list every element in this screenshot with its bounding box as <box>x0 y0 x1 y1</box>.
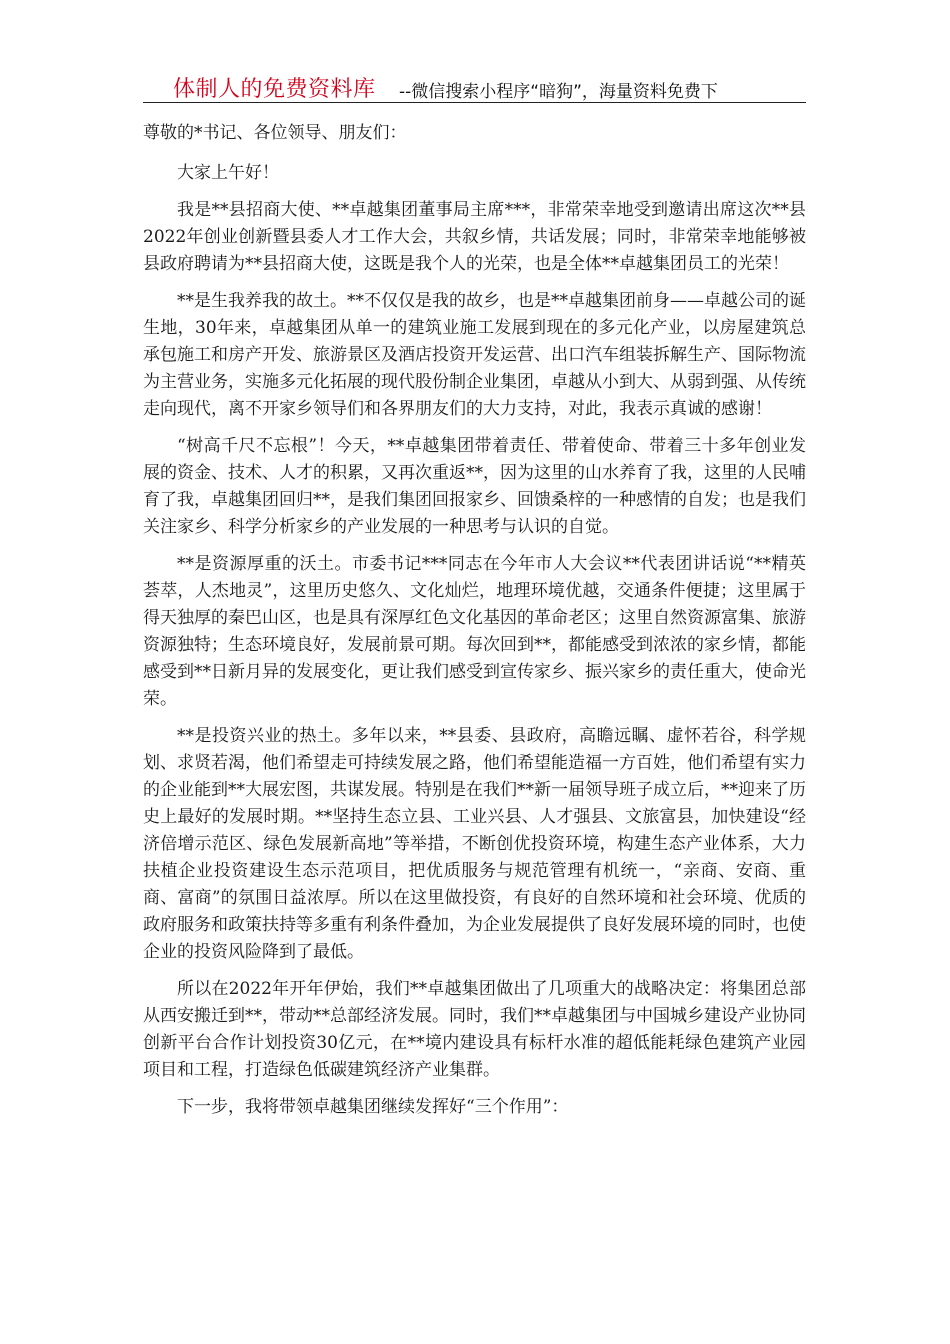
paragraph-resources: **是资源厚重的沃土。市委书记***同志在今年市人大会议**代表团讲话说“**精英荟萃，人杰地灵”，这里历史悠久、文化灿烂，地理环境优越，交通条件便捷；这里属于得天独厚的秦巴山区，也是具有深厚红色文化基因的革命老区；这里自然资源富集、旅游资源独特；生态环境良好，发展前景可期。每次回到**，都能感受到浓浓的家乡情，都能感受到**日新月异的发展变化，更让我们感受到宣传家乡、振兴家乡的责任重大，使命光荣。 <box>143 554 806 709</box>
paragraph-strategy: 所以在2022年开年伊始，我们**卓越集团做出了几项重大的战略决定：将集团总部从西安搬迁到**，带动**总部经济发展。同时，我们**卓越集团与中国城乡建设产业协同创新平台合作计划投资30亿元，在**境内建设具有标杆水准的超低能耗绿色建筑产业园项目和工程，打造绿色低碳建筑经济产业集群。 <box>143 979 806 1080</box>
paragraph-introduction: 我是**县招商大使、**卓越集团董事局主席***，非常荣幸地受到邀请出席这次**县2022年创业创新暨县委人才工作大会，共叙乡情，共话发展；同时，非常荣幸地能够被县政府聘请为**县招商大使，这既是我个人的光荣，也是全体**卓越集团员工的光荣！ <box>143 200 806 274</box>
paragraph-investment: **是投资兴业的热土。多年以来，**县委、县政府，高瞻远瞩、虚怀若谷，科学规划、求贤若渴，他们希望走可持续发展之路，他们希望能造福一方百姓，他们希望有实力的企业能到**大展宏图，共谋发展。特别是在我们**新一届领导班子成立后，**迎来了历史上最好的发展时期。**坚持生态立县、工业兴县、人才强县、文旅富县，加快建设“经济倍增示范区、绿色发展新高地”等举措，不断创优投资环境，构建生态产业体系，大力扶植企业投资建设生态示范项目，把优质服务与规范管理有机统一，“亲商、安商、重商、富商”的氛围日益浓厚。所以在这里做投资，有良好的自然环境和社会环境、优质的政府服务和政策扶持等多重有利条件叠加，为企业发展提供了良好发展环境的同时，也使企业的投资风险降到了最低。 <box>143 726 806 962</box>
paragraph-return: “树高千尺不忘根”！今天，**卓越集团带着责任、带着使命、带着三十多年创业发展的资金、技术、人才的积累，又再次重返**，因为这里的山水养育了我，这里的人民哺育了我，卓越集团回归**，是我们集团回报家乡、回馈桑梓的一种感情的自发；也是我们关注家乡、科学分析家乡的产业发展的一种思考与认识的自觉。 <box>143 436 806 537</box>
paragraph-hometown: **是生我养我的故土。**不仅仅是我的故乡，也是**卓越集团前身——卓越公司的诞生地，30年来，卓越集团从单一的建筑业施工发展到现在的多元化产业，以房屋建筑总承包施工和房产开发、旅游景区及酒店投资开发运营、出口汽车组装拆解生产、国际物流为主营业务，实施多元化拓展的现代股份制企业集团，卓越从小到大、从弱到强、从传统走向现代，离不开家乡领导们和各界朋友们的大力支持，对此，我表示真诚的感谢！ <box>143 291 806 419</box>
greeting: 大家上午好！ <box>177 163 279 183</box>
paragraph-next-step: 下一步，我将带领卓越集团继续发挥好“三个作用”： <box>177 1097 569 1117</box>
salutation: 尊敬的*书记、各位领导、朋友们： <box>143 123 407 143</box>
page-header <box>143 70 806 103</box>
speech-body <box>143 120 806 1131</box>
header-tagline: --微信搜索小程序“暗狗”，海量资料免费下 <box>399 82 718 102</box>
header-brand: 体制人的免费资料库 <box>173 77 376 102</box>
